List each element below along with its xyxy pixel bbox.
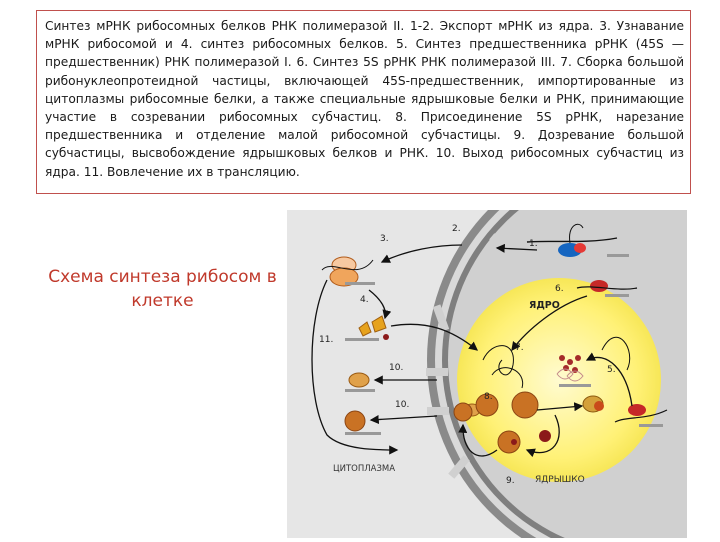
label-nucleolus: ЯДРЫШКО bbox=[535, 475, 585, 485]
label-step-1: 1. bbox=[529, 239, 538, 249]
slide-title: Схема синтеза рибосом в клетке bbox=[48, 267, 277, 311]
label-step-11: 11. bbox=[319, 335, 334, 345]
description-text: Синтез мРНК рибосомных белков РНК полимеразой II. 1-2. Экспорт мРНК из ядра. 3. Узнавание мРНК рибосомой и 4. синтез рибосомных белков. 5. Синтез предшественника рРНК (45S — предшественник) РНК полимеразой I. 6. Синтез 5S рРНК РНК полимеразой III. 7. Сборка большой рибонуклеопротеидной частицы, включающей 45S-предшественник, импортированные из цитоплазмы рибосомные белки, а также специальные ядрышковые белки и РНК, принимающие участие в созревании рибосомных субчастиц. 8. Присоединение 5S рРНК, нарезание предшественника и отделение малой рибосомной субчастицы. 9. Дозревание большой субчастицы, высвобождение ядрышковых белков и РНК. 10. Выход рибосомных субчастиц из ядра. 11. Вовлечение их в трансляцию. bbox=[45, 19, 684, 179]
label-step-10a: 10. bbox=[389, 363, 404, 373]
label-step-2: 2. bbox=[452, 224, 461, 234]
large-subunit-cytoplasm bbox=[345, 411, 365, 431]
label-cytoplasm: ЦИТОПЛАЗМА bbox=[333, 464, 396, 474]
label-step-9: 9. bbox=[506, 476, 515, 486]
label-nucleus: ЯДРО bbox=[529, 300, 560, 311]
label-step-5: 5. bbox=[607, 365, 616, 375]
label-step-3: 3. bbox=[380, 234, 389, 244]
diagram-svg bbox=[287, 210, 687, 538]
label-step-8: 8. bbox=[484, 392, 493, 402]
small-subunit-cytoplasm bbox=[349, 373, 369, 387]
label-step-6: 6. bbox=[555, 284, 564, 294]
description-box bbox=[36, 10, 691, 194]
label-step-7: 7. bbox=[515, 343, 524, 353]
ribosome-synthesis-diagram bbox=[287, 210, 687, 538]
label-step-10b: 10. bbox=[395, 400, 410, 410]
label-step-4: 4. bbox=[360, 295, 369, 305]
